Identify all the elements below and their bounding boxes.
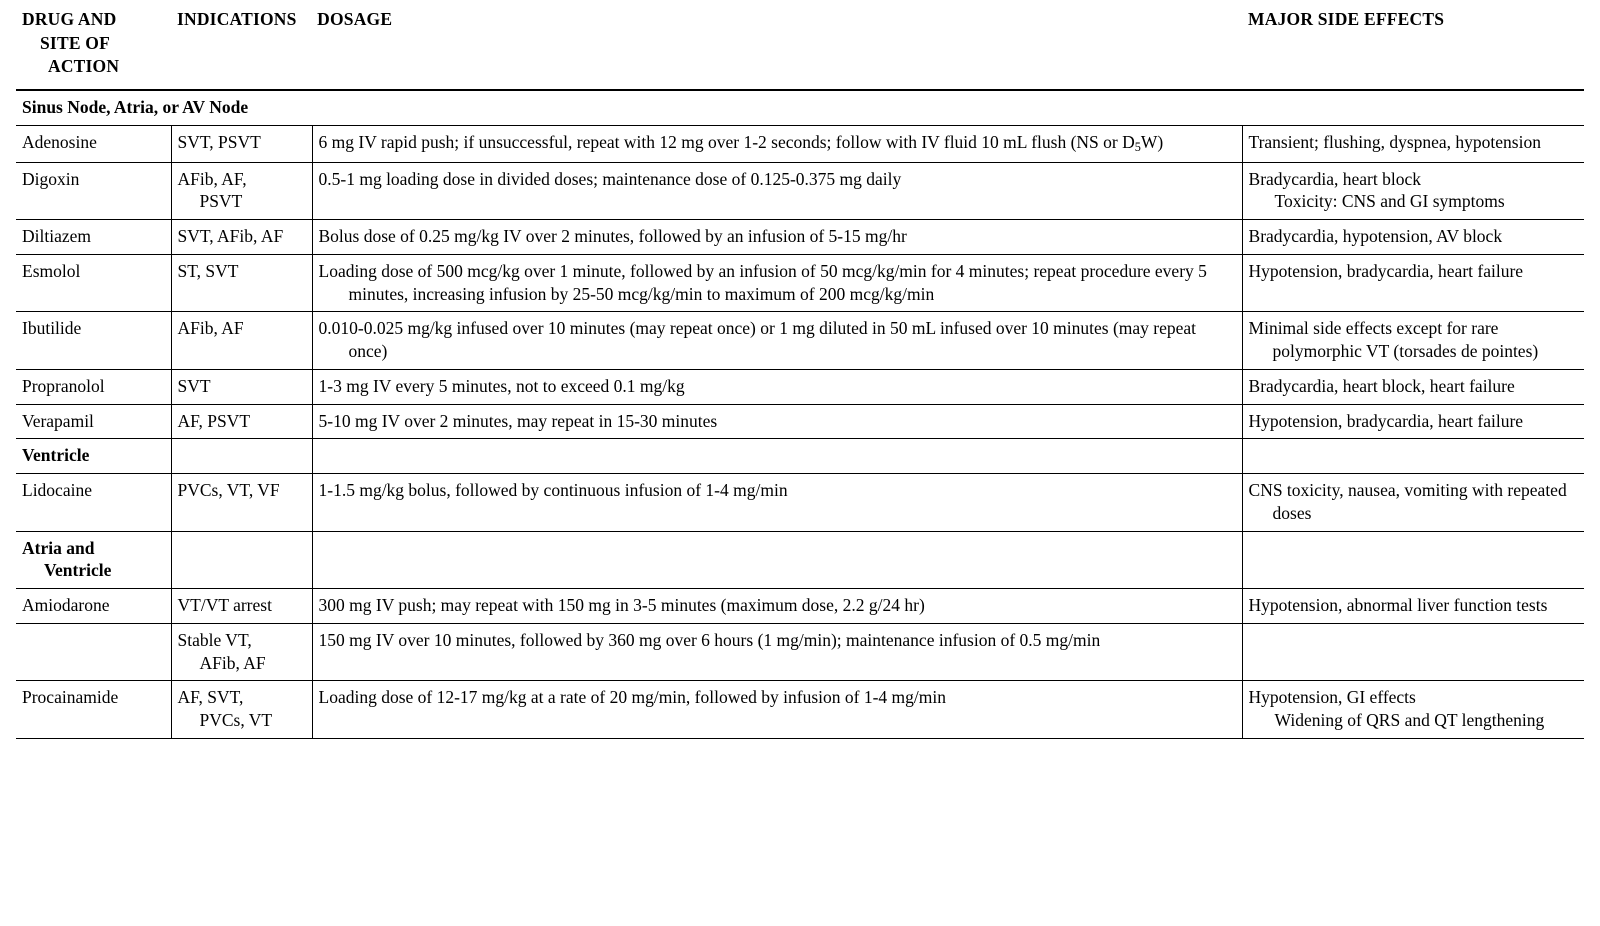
- side-effects-text: Hypotension, bradycardia, heart failure: [1248, 260, 1524, 281]
- header-drug-line2: SITE OF: [40, 32, 110, 53]
- dosage-subscript: 5: [1134, 139, 1141, 154]
- dosage: 5-10 mg IV over 2 minutes, may repeat in 15-30 minutes: [312, 404, 1242, 439]
- indications: SVT, PSVT: [171, 125, 312, 162]
- dosage: [312, 312, 1242, 370]
- dosage-text-pre: 6 mg IV rapid push; if unsuccessful, repeat with 12 mg over 1-2 seconds; follow with IV fluid 10 mL flush (NS or D: [318, 131, 1135, 152]
- section-spacer-dosage: [312, 439, 1242, 474]
- table-row: [16, 254, 1584, 312]
- section-spacer-indications: [171, 439, 312, 474]
- drug-name: [16, 623, 171, 681]
- side-effects: [1242, 681, 1584, 739]
- table-row: [16, 162, 1584, 220]
- drug-name: Adenosine: [16, 125, 171, 162]
- drug-name: Esmolol: [16, 254, 171, 312]
- side-effects-text: CNS toxicity, nausea, vomiting with repeated doses: [1248, 480, 1567, 523]
- dosage: [312, 220, 1242, 255]
- drug-name: Ibutilide: [16, 312, 171, 370]
- table-header: [16, 0, 1584, 90]
- side-effects: [1242, 474, 1584, 532]
- table-body: [16, 90, 1584, 738]
- side-effects-text: Minimal side effects except for rare polymorphic VT (torsades de pointes): [1248, 318, 1539, 362]
- section-spacer-dosage: [312, 531, 1242, 589]
- header-indications-dosage: [171, 0, 1242, 90]
- side-effects: [1242, 254, 1584, 312]
- table-row: [16, 623, 1584, 681]
- indications: [171, 162, 312, 220]
- side-effects-text: Hypotension, abnormal liver function tests: [1248, 595, 1548, 616]
- section-spacer-indications: [171, 531, 312, 589]
- side-effects-line1: Hypotension, GI effects: [1248, 687, 1416, 708]
- indications-line2: AFib, AF: [199, 652, 266, 673]
- indications: PVCs, VT, VF: [171, 474, 312, 532]
- header-drug-line3: ACTION: [48, 56, 120, 77]
- indications: AFib, AF: [171, 312, 312, 370]
- dosage-text: Loading dose of 500 mcg/kg over 1 minute, followed by an infusion of 50 mcg/kg/min for 4 minutes; repeat procedure every 5 minutes, increasing infusion by 25-50 mcg/kg/min to maximum of 200 mcg/kg/min: [318, 260, 1207, 304]
- table-row: [16, 589, 1584, 624]
- drug-name: Verapamil: [16, 404, 171, 439]
- side-effects-text: Bradycardia, hypotension, AV block: [1248, 226, 1503, 247]
- header-dosage: DOSAGE: [317, 9, 393, 29]
- section-spacer-side-effects: [1242, 439, 1584, 474]
- indications: [171, 681, 312, 739]
- dosage: 150 mg IV over 10 minutes, followed by 360 mg over 6 hours (1 mg/min); maintenance infusion of 0.5 mg/min: [312, 623, 1242, 681]
- drug-name: Diltiazem: [16, 220, 171, 255]
- table-row: [16, 474, 1584, 532]
- table-row: [16, 404, 1584, 439]
- indications: SVT, AFib, AF: [171, 220, 312, 255]
- dosage: [312, 254, 1242, 312]
- dosage: 1-3 mg IV every 5 minutes, not to exceed 0.1 mg/kg: [312, 369, 1242, 404]
- drug-name: Procainamide: [16, 681, 171, 739]
- dosage: [312, 125, 1242, 162]
- dosage-text: Bolus dose of 0.25 mg/kg IV over 2 minutes, followed by an infusion of 5-15 mg/hr: [318, 226, 907, 247]
- dosage: 1-1.5 mg/kg bolus, followed by continuous infusion of 1-4 mg/min: [312, 474, 1242, 532]
- side-effects: [1242, 623, 1584, 681]
- section-title-ventricle: Ventricle: [16, 439, 171, 474]
- indications-line2: PVCs, VT: [199, 710, 273, 731]
- indications-line1: AFib, AF,: [177, 168, 247, 189]
- header-drug-site-of-action: [16, 0, 171, 90]
- dosage: [312, 162, 1242, 220]
- side-effects: [1242, 162, 1584, 220]
- header-row: [16, 0, 1584, 90]
- table-row: [16, 312, 1584, 370]
- side-effects: [1242, 312, 1584, 370]
- side-effects-line2: Widening of QRS and QT lengthening: [1274, 710, 1545, 731]
- side-effects-line2: Toxicity: CNS and GI symptoms: [1274, 191, 1505, 212]
- side-effects: Bradycardia, heart block, heart failure: [1242, 369, 1584, 404]
- section-header-row: [16, 90, 1584, 125]
- dosage: Loading dose of 12-17 mg/kg at a rate of 20 mg/min, followed by infusion of 1-4 mg/min: [312, 681, 1242, 739]
- dosage-text: 0.5-1 mg loading dose in divided doses; maintenance dose of 0.125-0.375 mg daily: [318, 168, 902, 189]
- table-row: [16, 369, 1584, 404]
- dosage: 300 mg IV push; may repeat with 150 mg in 3-5 minutes (maximum dose, 2.2 g/24 hr): [312, 589, 1242, 624]
- section-title-atria-and-ventricle: [16, 531, 171, 589]
- dosage-text: 0.010-0.025 mg/kg infused over 10 minutes (may repeat once) or 1 mg diluted in 50 mL infused over 10 minutes (may repeat once): [318, 318, 1197, 362]
- indications-line2: PSVT: [199, 191, 243, 212]
- section-title-sinus-node: Sinus Node, Atria, or AV Node: [16, 90, 1584, 125]
- indications: AF, PSVT: [171, 404, 312, 439]
- side-effects-text: Transient; flushing, dyspnea, hypotension: [1248, 131, 1541, 152]
- side-effects: [1242, 220, 1584, 255]
- drug-name: Propranolol: [16, 369, 171, 404]
- side-effects: [1242, 589, 1584, 624]
- side-effects: Hypotension, bradycardia, heart failure: [1242, 404, 1584, 439]
- section-title-line1: Atria and: [22, 537, 95, 558]
- table-row: [16, 681, 1584, 739]
- header-major-side-effects: MAJOR SIDE EFFECTS: [1242, 0, 1584, 90]
- drug-name: Digoxin: [16, 162, 171, 220]
- indications-line1: AF, SVT,: [177, 687, 244, 708]
- section-header-row: [16, 439, 1584, 474]
- drug-name: Amiodarone: [16, 589, 171, 624]
- table-row: [16, 125, 1584, 162]
- indications: SVT: [171, 369, 312, 404]
- header-indications: INDICATIONS: [177, 9, 297, 29]
- indications: ST, SVT: [171, 254, 312, 312]
- indications: [171, 623, 312, 681]
- section-title-line2: Ventricle: [44, 560, 112, 581]
- side-effects: [1242, 125, 1584, 162]
- section-spacer-side-effects: [1242, 531, 1584, 589]
- section-header-row: [16, 531, 1584, 589]
- header-drug-line1: DRUG AND: [22, 9, 117, 29]
- table-row: [16, 220, 1584, 255]
- drug-reference-table: [16, 0, 1584, 739]
- side-effects-line1: Bradycardia, heart block: [1248, 168, 1422, 189]
- indications: VT/VT arrest: [171, 589, 312, 624]
- dosage-text-post: W): [1140, 131, 1164, 152]
- indications-line1: Stable VT,: [177, 629, 252, 650]
- drug-name: Lidocaine: [16, 474, 171, 532]
